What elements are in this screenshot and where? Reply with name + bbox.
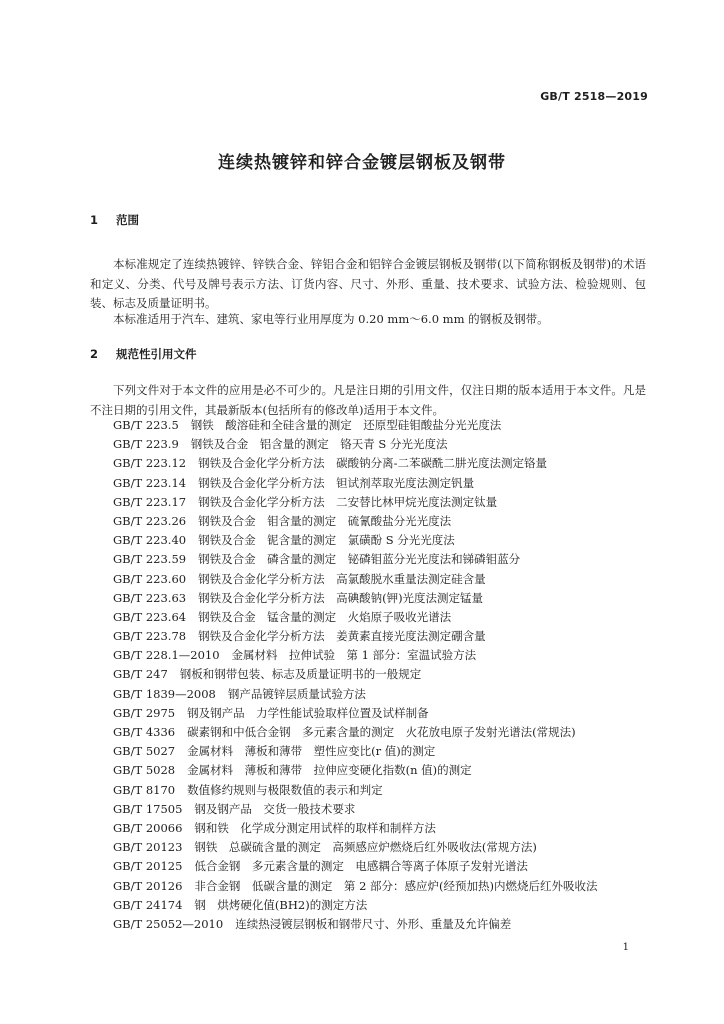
reference-code: GB/T 20066: [113, 820, 183, 835]
reference-item: [113, 877, 653, 896]
reference-code: GB/T 223.59: [113, 552, 187, 567]
reference-title: 数值修约规则与极限数值的表示和判定: [187, 782, 383, 797]
reference-code: GB/T 247: [113, 667, 168, 682]
reference-item: [113, 761, 653, 780]
reference-code: GB/T 8170: [113, 782, 176, 797]
reference-item: [113, 704, 653, 723]
reference-title: 金属材料 薄板和薄带 塑性应变比(r 值)的测定: [187, 744, 436, 759]
page-number: 1: [622, 942, 629, 953]
reference-code: GB/T 5028: [113, 763, 176, 778]
reference-code: GB/T 223.17: [113, 494, 187, 509]
reference-item: [113, 435, 653, 454]
reference-title: 钢及钢产品 交货一般技术要求: [194, 801, 356, 816]
reference-item: [113, 416, 653, 435]
reference-title: 非合金钢 低碳含量的测定 第 2 部分：感应炉(经预加热)内燃烧后红外吸收法: [194, 878, 598, 893]
reference-code: GB/T 223.26: [113, 513, 187, 528]
reference-title: 钢铁及合金化学分析方法 姜黄素直接光度法测定硼含量: [198, 629, 486, 644]
reference-item: [113, 819, 653, 838]
reference-code: GB/T 223.5: [113, 418, 179, 432]
reference-code: GB/T 20123: [113, 840, 183, 855]
section-title: 规范性引用文件: [116, 347, 197, 361]
reference-item: [113, 493, 653, 512]
reference-title: 钢铁及合金化学分析方法 钽试剂萃取光度法测定钒量: [198, 475, 475, 490]
reference-code: GB/T 223.40: [113, 533, 187, 548]
reference-title: 钢铁及合金 磷含量的测定 铋磷钼蓝分光光度法和锑磷钼蓝分: [198, 552, 521, 567]
reference-title: 钢板和钢带包装、标志及质量证明书的一般规定: [179, 667, 422, 682]
reference-code: GB/T 223.63: [113, 590, 187, 605]
reference-title: 钢产品镀锌层质量试验方法: [227, 686, 366, 701]
reference-title: 钢和铁 化学成分测定用试样的取样和制样方法: [194, 820, 436, 835]
reference-item: [113, 896, 653, 915]
reference-code: GB/T 1839—2008: [113, 686, 216, 701]
reference-title: 钢铁及合金 铌含量的测定 氯磺酚 S 分光光度法: [198, 533, 455, 548]
reference-code: GB/T 20126: [113, 878, 183, 893]
reference-item: [113, 627, 653, 646]
reference-title: 钢铁 总碳硫含量的测定 高频感应炉燃烧后红外吸收法(常规方法): [194, 840, 537, 855]
reference-code: GB/T 5027: [113, 744, 176, 759]
reference-title: 钢 烘烤硬化值(BH2)的测定方法: [194, 897, 368, 912]
reference-code: GB/T 223.64: [113, 609, 187, 624]
section-number: 2: [90, 347, 99, 361]
reference-title: 钢铁及合金化学分析方法 高碘酸钠(钾)光度法测定锰量: [198, 590, 484, 605]
reference-title: 钢铁及合金化学分析方法 二安替比林甲烷光度法测定钛量: [198, 494, 498, 509]
reference-item: [113, 646, 653, 665]
reference-item: [113, 915, 653, 934]
references-intro-paragraph: 下列文件对于本文件的应用是必不可少的。凡是注日期的引用文件，仅注日期的版本适用于本文件。凡是不注日期的引用文件，其最新版本(包括所有的修改单)适用于本文件。: [90, 383, 646, 417]
reference-item: [113, 531, 653, 550]
reference-code: GB/T 25052—2010: [113, 916, 224, 931]
reference-title: 金属材料 拉伸试验 第 1 部分：室温试验方法: [231, 648, 477, 663]
reference-code: GB/T 24174: [113, 897, 183, 912]
reference-code: GB/T 228.1—2010: [113, 648, 220, 663]
section-heading-scope: [90, 212, 139, 228]
reference-item: [113, 512, 653, 531]
reference-code: GB/T 223.60: [113, 571, 187, 586]
reference-item: [113, 838, 653, 857]
reference-item: [113, 723, 653, 742]
reference-title: 钢铁及合金 锰含量的测定 火焰原子吸收光谱法: [198, 609, 452, 624]
reference-item: [113, 589, 653, 608]
reference-title: 连续热浸镀层钢板和钢带尺寸、外形、重量及允许偏差: [235, 916, 512, 931]
reference-code: GB/T 223.9: [113, 437, 179, 452]
section-title: 范围: [116, 213, 139, 227]
reference-title: 钢铁及合金 铝含量的测定 铬天青 S 分光光度法: [190, 437, 448, 452]
reference-item: [113, 570, 653, 589]
document-title: 连续热镀锌和锌合金镀层钢板及钢带: [218, 153, 506, 173]
reference-code: GB/T 4336: [113, 725, 176, 739]
reference-code: GB/T 223.12: [113, 456, 187, 471]
reference-title: 低合金钢 多元素含量的测定 电感耦合等离子体原子发射光谱法: [194, 859, 528, 874]
reference-item: [113, 474, 653, 493]
reference-item: [113, 454, 653, 473]
reference-title: 钢及钢产品 力学性能试验取样位置及试样制备: [187, 705, 429, 720]
reference-code: GB/T 20125: [113, 859, 183, 874]
reference-item: [113, 665, 653, 684]
section-heading-normative-references: [90, 346, 197, 362]
standard-code: GB/T 2518—2019: [540, 90, 648, 103]
reference-title: 钢铁及合金 钼含量的测定 硫氰酸盐分光光度法: [198, 513, 452, 528]
reference-title: 金属材料 薄板和薄带 拉伸应变硬化指数(n 值)的测定: [187, 763, 472, 778]
scope-paragraph-2: 本标准适用于汽车、建筑、家电等行业用厚度为 0.20 mm～6.0 mm 的钢板及钢带。: [113, 312, 549, 326]
reference-list: [113, 416, 653, 934]
reference-code: GB/T 223.78: [113, 629, 187, 644]
reference-item: [113, 742, 653, 761]
reference-title: 钢铁 酸溶硅和全硅含量的测定 还原型硅钼酸盐分光光度法: [190, 418, 502, 432]
reference-item: [113, 800, 653, 819]
reference-title: 碳素钢和中低合金钢 多元素含量的测定 火花放电原子发射光谱法(常规法): [187, 725, 576, 739]
reference-item: [113, 781, 653, 800]
reference-code: GB/T 17505: [113, 801, 183, 816]
reference-code: GB/T 223.14: [113, 475, 187, 490]
reference-title: 钢铁及合金化学分析方法 高氯酸脱水重量法测定硅含量: [198, 571, 486, 586]
reference-title: 钢铁及合金化学分析方法 碳酸钠分离-二苯碳酰二肼光度法测定铬量: [198, 456, 547, 471]
reference-item: [113, 550, 653, 569]
section-number: 1: [90, 213, 99, 227]
reference-item: [113, 608, 653, 627]
reference-code: GB/T 2975: [113, 705, 176, 720]
scope-paragraph-1: 本标准规定了连续热镀锌、锌铁合金、锌铝合金和铝锌合金镀层钢板及钢带(以下简称钢板及钢带)的术语和定义、分类、代号及牌号表示方法、订货内容、尺寸、外形、重量、技术要求、试验方法、检验规则、包装、标志及质量证明书。: [90, 257, 646, 310]
reference-item: [113, 857, 653, 876]
reference-item: [113, 685, 653, 704]
